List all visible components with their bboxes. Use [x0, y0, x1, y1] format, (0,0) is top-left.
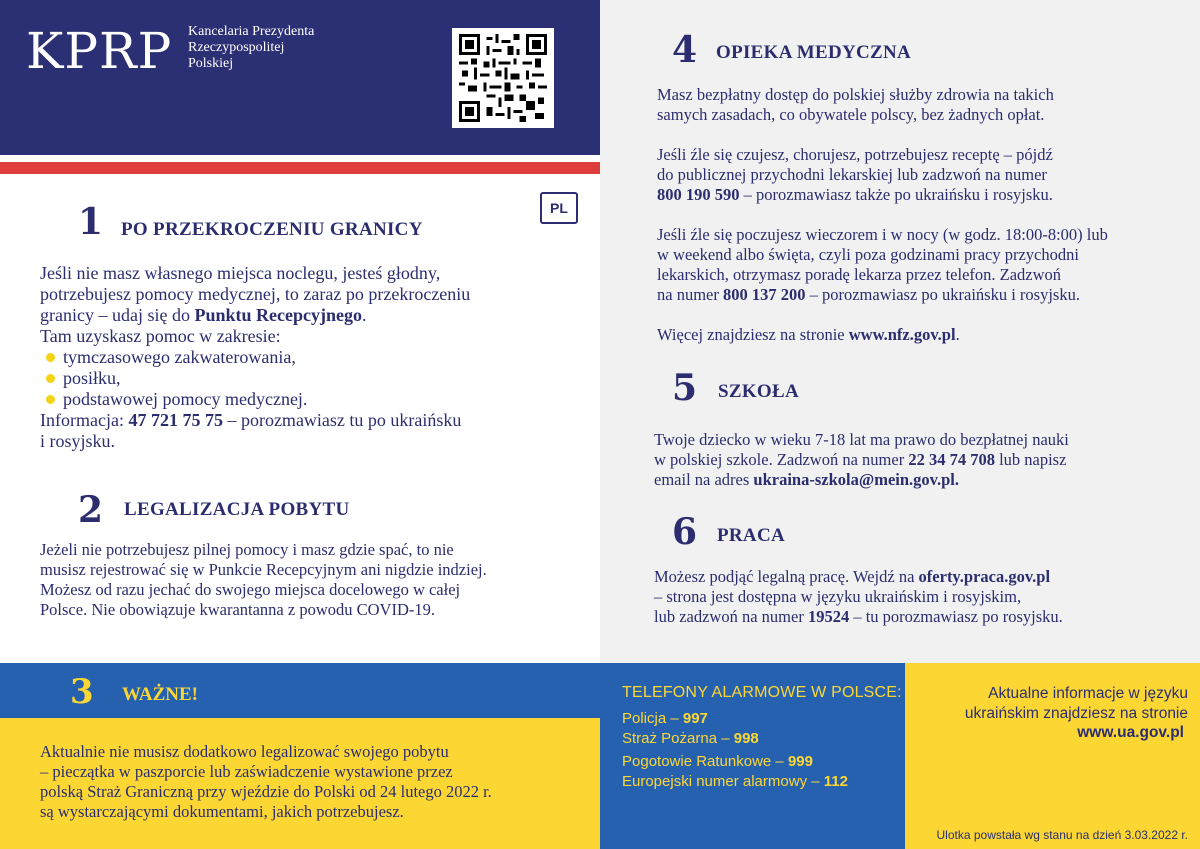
section-5-number: 5 [672, 367, 698, 409]
section-3-number: 3 [70, 672, 94, 712]
info-text: Aktualne informacje w języku ukraińskim znajdziesz na stronie [964, 685, 1188, 722]
list-item: posiłku, [40, 368, 470, 389]
section-6-number: 6 [672, 511, 698, 553]
section-4-body: Masz bezpłatny dostęp do polskiej służby zdrowia na takich samych zasadach, co obywatele polscy, bez żadnych opłat. Jeśli źle się czujesz, chorujesz, potrzebujesz receptę – pójdź do publicznej przychodni lekarskiej lub zadzwoń na numer 800 190 590 – porozmawiasz także po ukraińsku i rosyjsku. Jeśli źle się poczujesz wieczorem i w nocy (w godz. 18:00-8:00) lub w weekend albo święta, czyli poza godzinami pracy przychodni lekarskich, otrzymasz poradę lekarza przez telefon. Zadzwoń na numer 800 137 200 – porozmawiasz po ukraińsku i rosyjsku. Więcej znajdziesz na stronie www.nfz.gov.pl. [657, 85, 1108, 344]
info-phone-number: 47 721 75 75 [128, 410, 223, 430]
emergency-police: Policja – 997 [622, 710, 708, 727]
job-phone-number: 19524 [807, 607, 850, 626]
header-banner [0, 0, 600, 155]
list-item: tymczasowego zakwaterowania, [40, 347, 470, 368]
bullet-icon [46, 374, 55, 383]
emergency-fire: Straż Pożarna – 998 [622, 730, 759, 747]
emergency-title: TELEFONY ALARMOWE W POLSCE: [622, 684, 902, 701]
bullet-icon [46, 395, 55, 404]
school-email-link[interactable]: ukraina-szkola@mein.gov.pl. [753, 470, 960, 489]
reception-point-name: Punktu Recepcyjnego [194, 305, 362, 325]
section-4-title: OPIEKA MEDYCZNA [716, 42, 912, 63]
language-badge[interactable]: PL [540, 192, 578, 224]
section-5-body: Twoje dziecko w wieku 7-18 lat ma prawo do bezpłatnej nauki w polskiej szkole. Zadzwoń na numer 22 34 74 708 lub napisz email na adres ukraina-szkola@mein.gov.pl. [654, 430, 1069, 489]
list-item: podstawowej pomocy medycznej. [40, 389, 470, 410]
section-2-body: Jeżeli nie potrzebujesz pilnej pomocy i masz gdzie spać, to nie musisz rejestrować się w Punkcie Recepcyjnym ani nigdzie indziej. Możesz od razu jechać do swojego miejsca docelowego w całej Polsce. Nie obowiązuje kwarantanna z powodu COVID-19. [40, 540, 487, 619]
section-5-title: SZKOŁA [718, 381, 799, 402]
qr-code-icon[interactable] [452, 28, 554, 128]
night-doctor-phone-number: 800 137 200 [722, 285, 806, 304]
section-6-body: Możesz podjąć legalną pracę. Wejdź na oferty.praca.gov.pl – strona jest dostępna w języku ukraińskim i rosyjskim, lub zadzwoń na numer 19524 – tu porozmawiasz po rosyjsku. [654, 567, 1063, 626]
footer-note: Ulotka powstała wg stanu na dzień 3.03.2022 r. [936, 828, 1188, 842]
section-1-title: PO PRZEKROCZENIU GRANICY [121, 219, 423, 240]
kprp-logo: KPRP [26, 22, 173, 80]
flag-stripe-red [0, 162, 600, 174]
flag-stripe-white [0, 155, 600, 162]
job-offers-link[interactable]: oferty.praca.gov.pl [918, 567, 1051, 586]
section-1-number: 1 [78, 201, 104, 243]
section-4-number: 4 [672, 29, 698, 71]
section-3-title: WAŻNE! [122, 684, 199, 705]
ua-gov-link[interactable]: www.ua.gov.pl [1077, 724, 1184, 741]
section-1-body: Jeśli nie masz własnego miejsca noclegu, jesteś głodny, potrzebujesz pomocy medycznej, to zaraz po przekroczeniu granicy – udaj się do Punktu Recepcyjnego. Tam uzyskasz pomoc w zakresie: tymczasowego zakwaterowania, posiłku, podstawowej pomocy medycznej. Informacja: 47 721 75 75 – porozmawiasz tu po ukraińsku i rosyjsku. [40, 263, 471, 451]
emergency-ambulance: Pogotowie Ratunkowe – 999 [622, 753, 813, 770]
clinic-phone-number: 800 190 590 [657, 185, 740, 204]
section-2-title: LEGALIZACJA POBYTU [124, 499, 350, 520]
organization-name: Kancelaria Prezydenta Rzeczypospolitej Polskiej [188, 24, 315, 71]
section-2-number: 2 [78, 489, 104, 531]
section-3-body: Aktualnie nie musisz dodatkowo legalizować swojego pobytu – pieczątka w paszporcie lub zaświadczenie wystawione przez polską Straż Graniczną przy wjeździe do Polski od 24 lutego 2022 r. są wystarczającymi dokumentami, jakich potrzebujesz. [40, 742, 492, 821]
school-phone-number: 22 34 74 708 [908, 450, 995, 469]
emergency-eu: Europejski numer alarmowy – 112 [622, 773, 848, 790]
nfz-link[interactable]: www.nfz.gov.pl [848, 325, 956, 344]
bullet-icon [46, 353, 55, 362]
section-6-title: PRACA [717, 525, 785, 546]
